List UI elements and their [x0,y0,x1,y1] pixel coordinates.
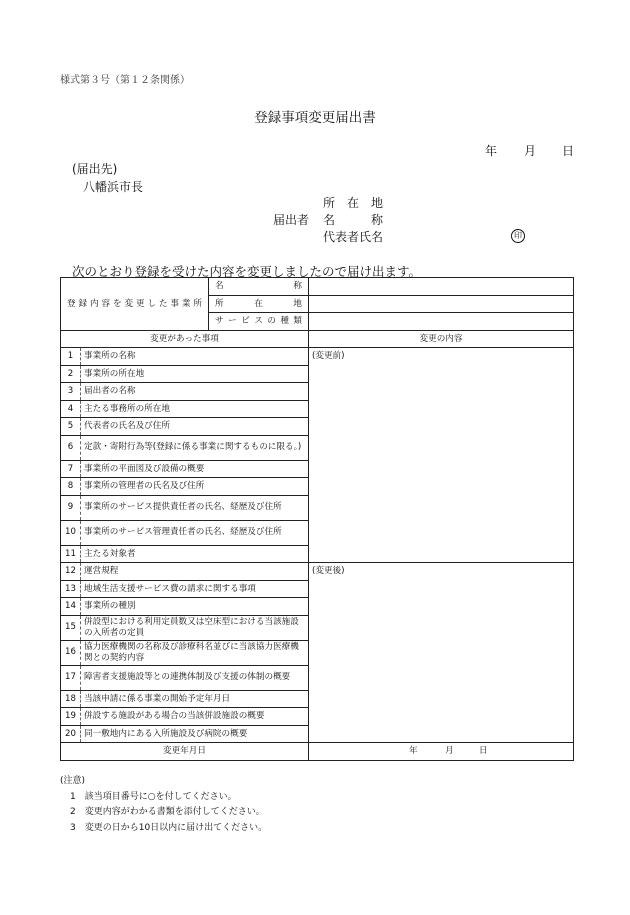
change-date-month: 月 [445,746,454,756]
item-number[interactable]: 6 [61,435,81,460]
item-number[interactable]: 1 [61,348,81,366]
item-label: 代表者の氏名及び住所 [81,418,309,436]
item-label: 定款・寄附行為等(登録に係る事業に関するものに限る。) [81,435,309,460]
item-number[interactable]: 15 [61,615,81,640]
service-type-field[interactable] [309,313,574,331]
item-number[interactable]: 3 [61,383,81,401]
item-number[interactable]: 19 [61,708,81,726]
applicant-address-label: 所 在 地 [323,196,384,210]
addressee-label: (届出先) [72,162,118,176]
item-number[interactable]: 8 [61,478,81,496]
office-address-field[interactable] [309,295,574,313]
note-3: 3 変更の日から10日以内に届け出てください。 [70,822,268,833]
applicant-representative-label: 代表者氏名 [323,230,384,244]
item-number[interactable]: 5 [61,418,81,436]
item-label: 当該申請に係る事業の開始予定年月日 [81,690,309,708]
item-number[interactable]: 18 [61,690,81,708]
note-1: 1 該当項目番号に○を付してください。 [70,791,237,802]
item-label: 運営規程 [81,563,309,581]
note-2: 2 変更内容がわかる書類を添付してください。 [70,807,265,817]
applicant-name-label: 名 称 [323,213,384,227]
change-item-row [61,348,574,366]
item-label: 事業所のサービス管理責任者の氏名、経歴及び住所 [81,520,309,545]
office-name-label: 名称 [209,278,309,296]
item-label: 事業所の種別 [81,598,309,616]
item-label: 事業所のサービス提供責任者の氏名、経歴及び住所 [81,495,309,520]
item-label: 同一敷地内にある入所施設及び病院の概要 [81,725,309,743]
registered-office-label: 登録内容を変更した事業所 [61,278,209,331]
date-month: 月 [524,144,537,158]
notes [60,775,267,835]
item-label: 障害者支援施設等との連携体制及び支援の体制の概要 [81,665,309,690]
item-label: 併設する施設がある場合の当該併設施設の概要 [81,708,309,726]
office-address-label: 所在地 [209,295,309,313]
office-name-field[interactable] [309,278,574,296]
item-number[interactable]: 10 [61,520,81,545]
date-day: 日 [562,144,575,158]
item-label: 主たる対象者 [81,545,309,563]
item-number[interactable]: 16 [61,640,81,665]
service-type-label: サービスの種類 [209,313,309,331]
item-number[interactable]: 7 [61,460,81,478]
item-label: 事業所の管理者の氏名及び住所 [81,478,309,496]
change-date-label: 変更年月日 [61,743,309,761]
seal-mark: 印 [511,229,525,243]
item-number[interactable]: 9 [61,495,81,520]
item-label: 主たる事務所の所在地 [81,400,309,418]
item-label: 事業所の名称 [81,348,309,366]
change-date-day: 日 [479,746,488,756]
item-label: 事業所の所在地 [81,365,309,383]
change-notification-table [60,277,574,761]
item-label: 併設型における利用定員数又は空床型における当該施設の入所者の定員 [81,615,309,640]
item-number[interactable]: 12 [61,563,81,581]
item-number[interactable]: 4 [61,400,81,418]
item-number[interactable]: 14 [61,598,81,616]
addressee: 八幡浜市長 [83,180,144,194]
change-date-field[interactable] [309,743,574,761]
change-after-field[interactable]: (変更後) [309,563,574,743]
item-number[interactable]: 13 [61,580,81,598]
change-before-field[interactable]: (変更前) [309,348,574,563]
item-label: 地域生活支援サービス費の請求に関する事項 [81,580,309,598]
notes-heading: (注意) [60,776,86,786]
change-item-row [61,563,574,581]
changed-items-header: 変更があった事項 [61,330,309,348]
item-number[interactable]: 2 [61,365,81,383]
item-number[interactable]: 17 [61,665,81,690]
applicant-label: 届出者 [273,213,310,227]
item-number[interactable]: 11 [61,545,81,563]
document-title: 登録事項変更届出書 [254,110,376,126]
item-label: 事業所の平面図及び設備の概要 [81,460,309,478]
change-date-year: 年 [409,746,418,756]
item-label: 協力医療機関の名称及び診療科名並びに当該協力医療機関との契約内容 [81,640,309,665]
form-number: 様式第３号（第１２条関係） [60,75,190,86]
item-number[interactable]: 20 [61,725,81,743]
intro-text: 次のとおり登録を受けた内容を変更しましたので届け出ます。 [72,264,422,279]
date-year: 年 [485,144,498,158]
item-label: 届出者の名称 [81,383,309,401]
change-content-header: 変更の内容 [309,330,574,348]
